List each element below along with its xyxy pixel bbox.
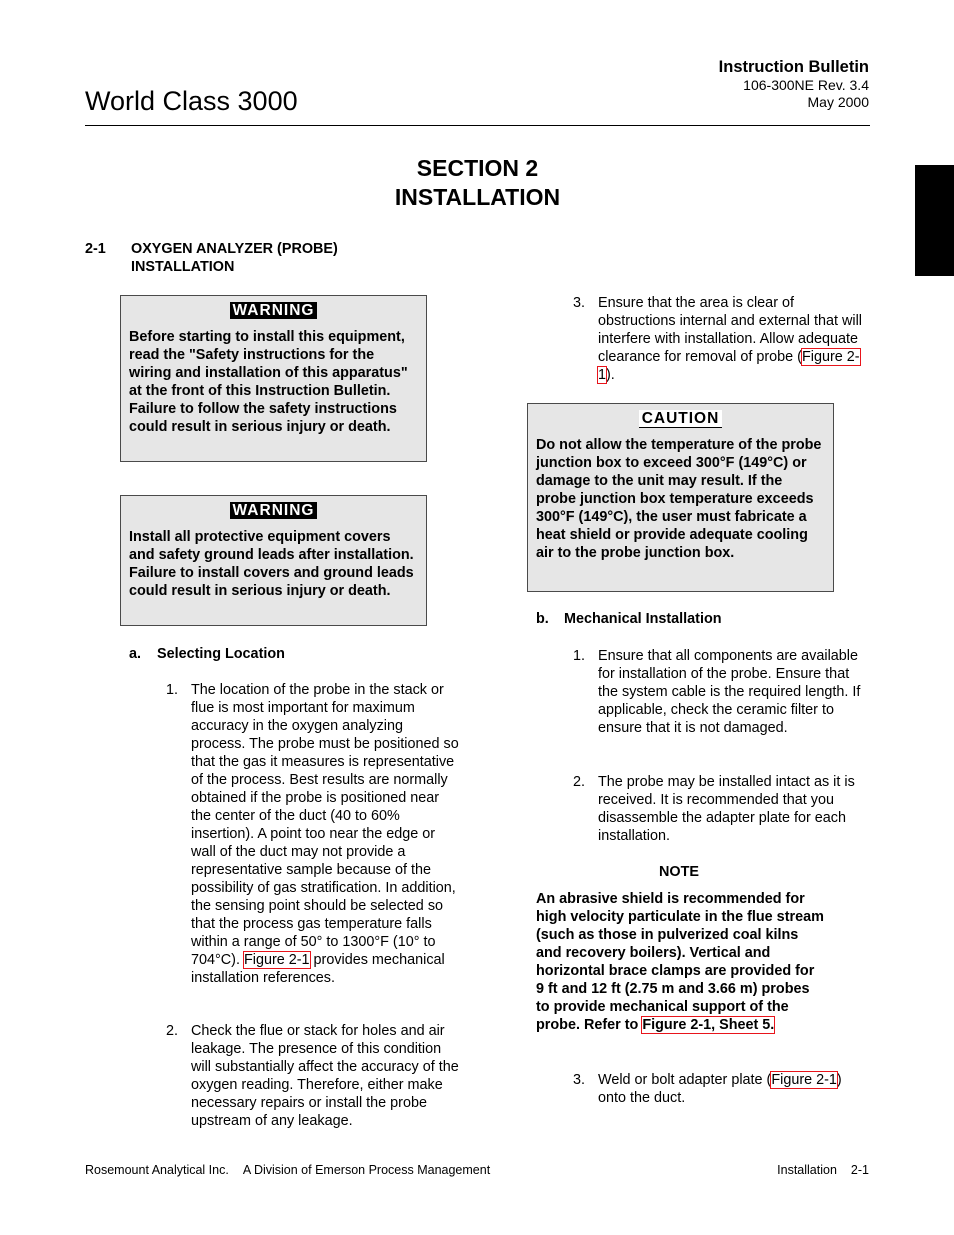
caution-text: Do not allow the temperature of the probe junction box to exceed 300°F (149°C) or damage to the unit may result. If the probe junction box temperature exceeds 300°F (149°C), the user must fabricate a heat shield or provide adequate cooling air to the probe junction box. bbox=[536, 437, 822, 561]
warning-tag: WARNING bbox=[129, 502, 418, 520]
subsection-title-line1: OXYGEN ANALYZER (PROBE) bbox=[131, 241, 338, 257]
figure-link[interactable]: Figure 2-1 bbox=[243, 952, 310, 968]
list-item: 1. The location of the probe in the stack or flue is most important for maximum accuracy in the oxygen analyzing process. The probe must be positioned so that the gas it measures is representative of the process. Best results are normally obtained if the probe is positioned near the center of the duct (40 to 60% insertion). A point too near the edge or wall of the duct may not provide a representative sample because of the possibility of gas stratification. In addition, the sensing point should be selected so that the process gas temperature falls within a range of 50° to 1300°F (10° to 704°C). Figure 2-1 provides mechanical installation references. bbox=[166, 682, 459, 986]
warning-text: Install all protective equipment covers and safety ground leads after installation. Failure to install covers and ground leads could result in serious injury or death. bbox=[129, 529, 414, 599]
list-item: 3. Weld or bolt adapter plate (Figure 2-1) onto the duct. bbox=[573, 1072, 842, 1106]
figure-link[interactable]: Figure 2-1, Sheet 5. bbox=[642, 1017, 775, 1033]
footer-right bbox=[777, 1163, 869, 1178]
warning-text: Before starting to install this equipment, read the "Safety instructions for the wiring and installation of this apparatus" at the front of this Instruction Bulletin. Failure to follow the safety instructions could result in serious injury or death. bbox=[129, 329, 408, 435]
publication-date: May 2000 bbox=[807, 94, 869, 110]
list-item bbox=[573, 773, 870, 845]
figure-link[interactable]: Figure 2-1 bbox=[598, 349, 860, 383]
warning-box-1 bbox=[120, 295, 427, 462]
section-name: INSTALLATION bbox=[394, 184, 561, 210]
caution-tag: CAUTION bbox=[536, 410, 825, 428]
note-heading: NOTE bbox=[659, 864, 699, 880]
list-number: 1. bbox=[166, 682, 179, 698]
footer-company: Rosemount Analytical Inc. bbox=[85, 1163, 229, 1177]
section-title bbox=[85, 154, 870, 212]
subsection-number: 2-1 bbox=[85, 241, 106, 257]
list-item bbox=[166, 1022, 461, 1130]
revision-number: 106-300NE Rev. 3.4 bbox=[743, 77, 869, 93]
subsection-heading bbox=[85, 240, 338, 276]
list-text: Ensure that all components are available for installation of the probe. Ensure that the system cable is the required length. If applicable, check the ceramic filter to ensure that it is not damaged. bbox=[598, 648, 861, 736]
list-number: 1. bbox=[573, 648, 586, 664]
list-text: The probe may be installed intact as it is received. It is recommended that you disassemble the adapter plate for each installation. bbox=[598, 774, 855, 844]
bulletin-label: Instruction Bulletin bbox=[718, 58, 869, 76]
header-info bbox=[719, 57, 869, 111]
footer-division: A Division of Emerson Process Management bbox=[242, 1163, 491, 1177]
note-text: An abrasive shield is recommended for high velocity particulate in the flue stream (such as those in pulverized coal kilns and recovery boilers). Vertical and horizontal brace clamps are provided for 9 ft and 12 ft (2.75 m and 3.66 m) probes to provide mechanical support of the probe. Refer to Figure 2-1, Sheet 5. bbox=[536, 891, 824, 1033]
footer-left bbox=[85, 1163, 490, 1178]
list-text: Check the flue or stack for holes and air leakage. The presence of this condition will substantially affect the accuracy of the oxygen reading. Therefore, either make necessary repairs or install the probe upstream of any leakage. bbox=[191, 1023, 459, 1129]
subsection-title-line2: INSTALLATION bbox=[131, 259, 235, 275]
footer-section: Installation bbox=[777, 1163, 837, 1177]
list-item bbox=[573, 647, 870, 737]
list-number: 2. bbox=[573, 774, 586, 790]
list-text: Weld or bolt adapter plate ( bbox=[598, 1072, 772, 1088]
list-text: Ensure that the area is clear of obstructions internal and external that will interfere with installation. Allow adequate clearance for removal of probe ( bbox=[598, 295, 862, 365]
mechanical-installation-heading: b. Mechanical Installation bbox=[536, 611, 722, 627]
selecting-location-heading: a. Selecting Location bbox=[129, 646, 285, 662]
list-text: The location of the probe in the stack or flue is most important for maximum accuracy in the oxygen analyzing process. The probe must be positioned so that the gas it measures is representative of the process. Best results are normally obtained if the probe is positioned near the center of the duct (40 to 60% insertion). A point too near the edge or wall of the duct may not provide a representative sample because of the possibility of gas stratification. In addition, the sensing point should be selected so that the process gas temperature falls within a range of 50° to 1300°F (10° to 704°C). bbox=[191, 682, 459, 968]
section-thumb-tab bbox=[915, 165, 954, 276]
figure-link[interactable]: Figure 2-1 bbox=[771, 1072, 837, 1088]
list-number: 3. bbox=[573, 295, 586, 311]
section-number: SECTION 2 bbox=[416, 155, 539, 181]
document-title: World Class 3000 bbox=[85, 86, 298, 116]
page-number: 2-1 bbox=[850, 1163, 869, 1177]
header-rule bbox=[85, 125, 870, 126]
list-number: 2. bbox=[166, 1023, 179, 1039]
list-item: 3. Ensure that the area is clear of obstructions internal and external that will interfere with installation. Allow adequate clearance for removal of probe (Figure 2-1). bbox=[573, 295, 862, 383]
warning-box-2 bbox=[120, 495, 427, 626]
warning-tag: WARNING bbox=[129, 302, 418, 320]
caution-box bbox=[527, 403, 834, 592]
list-number: 3. bbox=[573, 1072, 586, 1088]
